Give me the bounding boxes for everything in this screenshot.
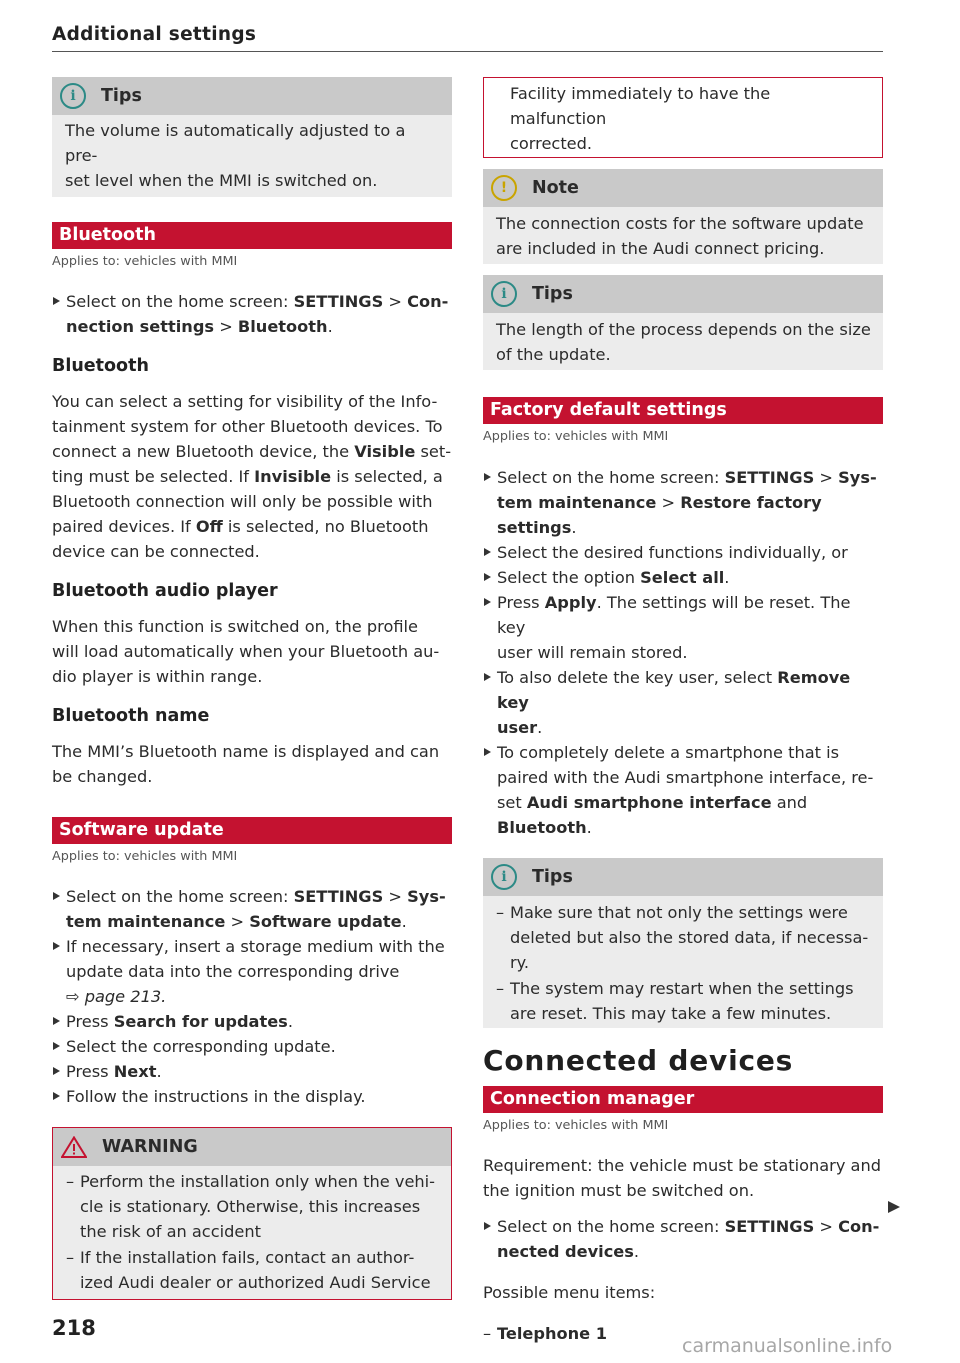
tips-box: [52, 77, 452, 197]
warning-item: – Perform the installation only when the vehi- cle is stationary. Otherwise, this increases the risk of an accident: [66, 1169, 439, 1244]
software-steps: [52, 884, 452, 1109]
audio-player-paragraph: When this function is switched on, the profile will load automatically when your Bluetooth au- dio player is within range.: [52, 617, 440, 686]
warning-item: – If the installation fails, contact an author- ized Audi dealer or authorized Audi Service: [66, 1245, 439, 1295]
step-item: Select on the home screen: SETTINGS > Sys- tem maintenance > Software update.: [52, 884, 452, 934]
warning-header: [53, 1128, 451, 1166]
tips-box: [483, 275, 883, 370]
step-item: If necessary, insert a storage medium with the update data into the corresponding drive ⇨ page 213.: [52, 934, 452, 1009]
note-body: The connection costs for the software update are included in the Audi connect pricing.: [483, 207, 883, 264]
bluetooth-paragraph: You can select a setting for visibility of the Info- tainment system for other Bluetooth devices. To connect a new Bluetooth device, the Visible set- ting must be selected. If Invisible is selected, a Bluetooth connection will only be possible with paired devices. If Off is selected, no Bluetooth device can be connected.: [52, 392, 452, 561]
tips-heading: Tips: [101, 85, 142, 106]
bluetooth-name-paragraph: The MMI’s Bluetooth name is displayed and can be changed.: [52, 742, 440, 786]
applies-to: Applies to: vehicles with MMI: [52, 849, 238, 864]
warning-body: [53, 1166, 451, 1299]
info-icon: i: [491, 281, 517, 307]
step-item: To completely delete a smartphone that is paired with the Audi smartphone interface, re- set Audi smartphone interface and Bluetooth.: [483, 740, 883, 840]
step-item: Select on the home screen: SETTINGS > Sys- tem maintenance > Restore factory settings.: [483, 465, 883, 540]
page-reference-link[interactable]: ⇨ page 213.: [66, 987, 167, 1006]
page-number: 218: [52, 1316, 96, 1340]
subheading-audio-player: Bluetooth audio player: [52, 581, 278, 601]
applies-to: Applies to: vehicles with MMI: [52, 254, 238, 269]
section-bar-factory-default: Factory default settings: [483, 397, 883, 424]
tips-header: [483, 275, 883, 313]
tips-body: The length of the process depends on the size of the update.: [483, 313, 883, 370]
watermark: carmanualsonline.info: [682, 1335, 893, 1357]
step-item: Select on the home screen: SETTINGS > Con- nection settings > Bluetooth.: [52, 289, 452, 339]
menu-items-label: Possible menu items:: [483, 1283, 656, 1302]
info-icon: i: [491, 864, 517, 890]
header-divider: [52, 51, 883, 52]
applies-to: Applies to: vehicles with MMI: [483, 1118, 669, 1133]
page-header-title: Additional settings: [52, 24, 257, 45]
section-bar-connection-manager: Connection manager: [483, 1086, 883, 1113]
subheading-bluetooth-name: Bluetooth name: [52, 706, 210, 726]
tips-text-line: The volume is automatically adjusted to a pre-: [65, 121, 406, 165]
step-item: Select the desired functions individually, or: [483, 540, 883, 565]
continue-arrow-icon: [888, 1201, 900, 1213]
exclamation-icon: !: [491, 175, 517, 201]
applies-to: Applies to: vehicles with MMI: [483, 429, 669, 444]
info-icon: i: [60, 83, 86, 109]
tips-text-line: set level when the MMI is switched on.: [65, 171, 378, 190]
step-item: Press Apply. The settings will be reset. The key user will remain stored.: [483, 590, 883, 665]
step-item: Select on the home screen: SETTINGS > Con- nected devices.: [483, 1214, 883, 1264]
tips-heading: Tips: [532, 866, 573, 887]
tips-heading: Tips: [532, 283, 573, 304]
section-bar-bluetooth: Bluetooth: [52, 222, 452, 249]
factory-steps: [483, 465, 883, 840]
warning-heading: WARNING: [102, 1136, 198, 1157]
chapter-title: Connected devices: [483, 1044, 794, 1077]
section-bar-software-update: Software update: [52, 817, 452, 844]
menu-item: – Telephone 1: [483, 1321, 883, 1346]
note-heading: Note: [532, 177, 579, 198]
tips-body: [52, 115, 452, 197]
step-item: Select the option Select all.: [483, 565, 883, 590]
tips-item: – The system may restart when the settings are reset. This may take a few minutes.: [496, 976, 871, 1026]
requirement-paragraph: Requirement: the vehicle must be stationary and the ignition must be switched on.: [483, 1156, 882, 1200]
note-box: [483, 169, 883, 264]
step-item: Press Next.: [52, 1059, 452, 1084]
step-item: To also delete the key user, select Remove key user.: [483, 665, 883, 740]
step-item: Select the corresponding update.: [52, 1034, 452, 1059]
warning-box: [52, 1127, 452, 1300]
continued-warning-box: Facility immediately to have the malfunction corrected.: [483, 77, 883, 158]
step-item: Follow the instructions in the display.: [52, 1084, 452, 1109]
step-item: Press Search for updates.: [52, 1009, 452, 1034]
tips-header: [483, 858, 883, 896]
tips-header: [52, 77, 452, 115]
tips-item: – Make sure that not only the settings were deleted but also the stored data, if necessa- ry.: [496, 900, 871, 975]
warning-triangle-icon: [61, 1136, 87, 1158]
subheading-bluetooth: Bluetooth: [52, 356, 149, 376]
right-column: [483, 77, 883, 1346]
left-column: [52, 77, 452, 1300]
note-header: [483, 169, 883, 207]
tips-box: [483, 858, 883, 1028]
tips-body: [483, 896, 883, 1028]
